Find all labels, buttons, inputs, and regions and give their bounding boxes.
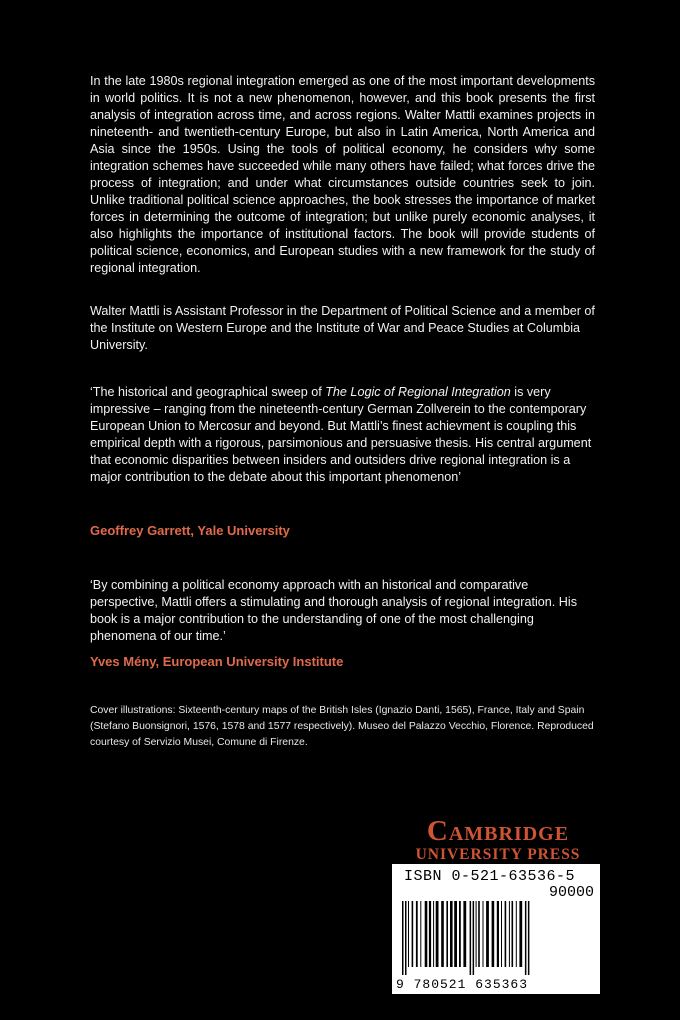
barcode-bar xyxy=(528,901,530,975)
review-quote-meny: ‘By combining a political economy approach with an historical and comparative perspective, Mattli offers a stimulating and thorough analysis of regional integration. His book is a major contribution to the understanding of one of the most challenging phenomena of our time.’ xyxy=(90,578,577,643)
barcode-bar xyxy=(505,901,507,967)
barcode-bar xyxy=(420,901,421,967)
cover-illustration-credits: Cover illustrations: Sixteenth-century maps of the British Isles (Ignazio Danti, 1565), France, Italy and Spain (Stefano Buonsignori, 1576, 1578 and 1577 respectively). Museo del Palazzo Vecchio, Florence. Reproduced courtesy of Servizio Musei, Comune di Firenze. xyxy=(90,705,594,748)
barcode-bar xyxy=(470,901,472,975)
barcode-bar xyxy=(433,901,434,967)
barcode-bar xyxy=(497,901,499,967)
quote-text: ‘The historical and geographical sweep of xyxy=(90,385,326,399)
barcode-bar xyxy=(525,901,527,975)
quote-text: is very impressive – ranging from the nineteenth-century German Zollverein to the contemporary European Union to Mercosur and beyond. But Mattli’s finest achievment is coupling this empirical depth with a rigorous, parsimonious and persuasive thesis. His central argument that economic disparities between insiders and outsiders drive regional integration is a major contribution to the debate about this important phenomenon’ xyxy=(90,385,592,484)
publisher-subtitle: UNIVERSITY PRESS xyxy=(415,846,581,863)
review-quote-garrett xyxy=(90,384,595,486)
author-bio: Walter Mattli is Assistant Professor in the Department of Political Science and a member of the Institute on Western Europe and the Institute of War and Peace Studies at Columbia University. xyxy=(90,304,595,352)
isbn-number: ISBN 0-521-63536-5 xyxy=(404,868,576,885)
barcode-bar xyxy=(476,901,477,967)
barcode-bar xyxy=(473,901,475,975)
barcode-bar xyxy=(486,901,489,967)
book-description: In the late 1980s regional integration emerged as one of the most important developments in world politics. It is not a new phenomenon, however, and this book presents the first analysis of integration across time, and across regions. Walter Mattli examines projects in nineteenth- and twentieth-century Europe, but also in Latin America, North America and Asia since the 1950s. Using the tools of political economy, he considers why some integration schemes have succeeded while many others have failed; what forces drive the process of integration; and under what circumstances outside countries seek to join. Unlike traditional political science approaches, the book stresses the importance of market forces in determining the outcome of integration; but unlike purely economic analyses, it also highlights the importance of institutional factors. The book will provide students of political science, economics, and European studies with a new framework for the study of regional integration. xyxy=(90,74,595,275)
barcode-bar xyxy=(446,901,448,967)
barcode-bar xyxy=(436,901,439,967)
barcode-bar xyxy=(454,901,457,967)
barcode-bar xyxy=(519,901,522,967)
barcode-bar xyxy=(425,901,428,967)
book-title: The Logic of Regional Integration xyxy=(325,385,511,399)
publisher-logo xyxy=(398,816,598,864)
barcode-bar xyxy=(405,901,407,975)
ean-number: 9 780521 635363 xyxy=(396,977,529,992)
barcode-bar xyxy=(512,901,514,967)
barcode-bar xyxy=(408,901,409,967)
barcode-bar xyxy=(501,901,502,967)
quote-attribution-garrett: Geoffrey Garrett, Yale University xyxy=(90,523,290,538)
barcode-bar xyxy=(478,901,480,967)
barcode-bar xyxy=(402,901,404,975)
barcode-bar xyxy=(483,901,484,967)
price-code: 90000 xyxy=(548,884,594,901)
barcode-bar xyxy=(416,901,418,967)
publisher-name: Cambridge xyxy=(426,815,570,847)
barcode-bar xyxy=(441,901,444,967)
barcode-bar xyxy=(459,901,461,967)
quote-attribution-meny: Yves Mény, European University Institute xyxy=(90,654,344,669)
barcode-bar xyxy=(429,901,431,967)
barcode-bar xyxy=(516,901,517,967)
barcode-bar xyxy=(509,901,510,967)
barcode-bar xyxy=(450,901,453,967)
barcode-bar xyxy=(492,901,495,967)
barcode-icon xyxy=(400,901,592,975)
barcode-bar xyxy=(463,901,466,967)
barcode-panel xyxy=(392,864,600,994)
barcode-bar xyxy=(412,901,414,967)
